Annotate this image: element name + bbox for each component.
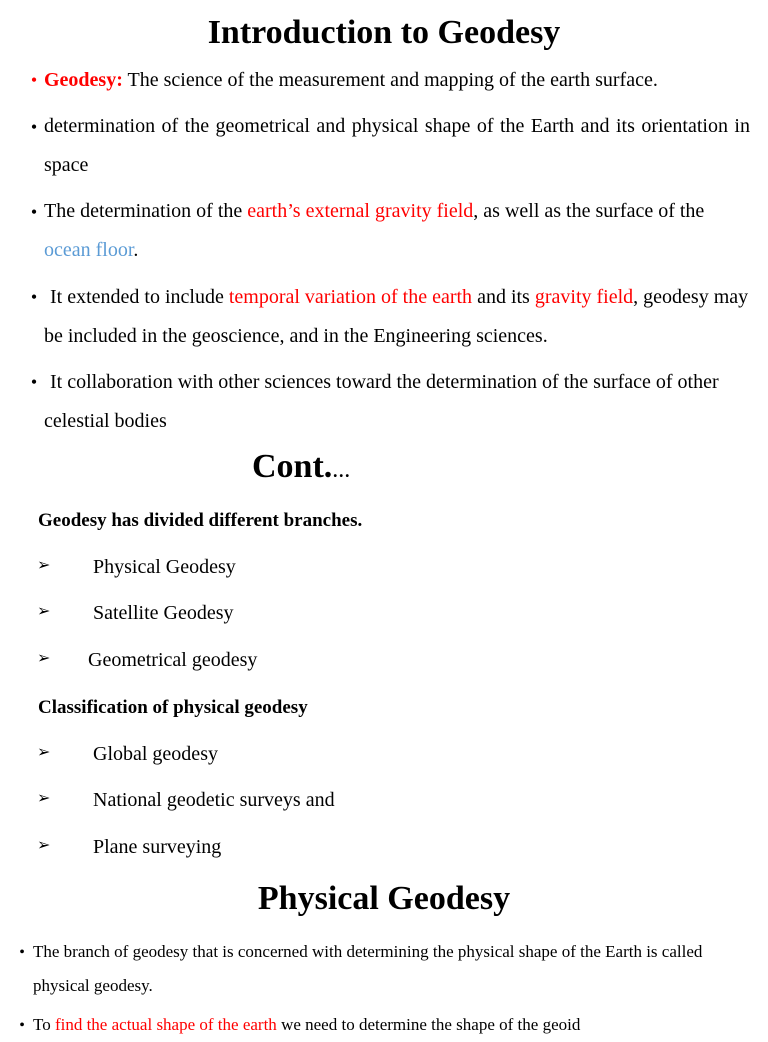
cont-label: Cont. bbox=[252, 448, 333, 485]
highlight-gravity-field: gravity field bbox=[534, 286, 634, 308]
section-title-physical-geodesy: Physical Geodesy bbox=[257, 880, 511, 917]
classification-item: Plane surveying bbox=[93, 836, 222, 858]
bullet-actual-shape bbox=[33, 1008, 733, 1042]
bullet-marker: • bbox=[30, 70, 38, 90]
classification-item: National geodetic surveys and bbox=[93, 789, 335, 811]
term-geodesy: Geodesy: bbox=[44, 69, 123, 91]
bullet-shape-determination: determination of the geometrical and physical shape of the Earth and its orientation in space bbox=[44, 115, 750, 176]
highlight-gravity-field: earth’s external gravity field bbox=[247, 200, 474, 222]
bullet-gravity-field bbox=[44, 192, 750, 270]
text-segment: , as well as the surface of the bbox=[473, 200, 705, 222]
text-segment: The determination of the bbox=[44, 200, 248, 222]
branch-item: Satellite Geodesy bbox=[93, 602, 234, 624]
bullet-marker: • bbox=[30, 372, 38, 392]
section-title-introduction: Introduction to Geodesy bbox=[207, 14, 561, 51]
highlight-temporal-variation: temporal variation of the earth bbox=[228, 286, 473, 308]
bullet-marker: • bbox=[30, 117, 38, 137]
highlight-ocean-floor: ocean floor bbox=[44, 239, 134, 261]
bullet-celestial-bodies: It collaboration with other sciences toward the determination of the surface of other celestial bodies bbox=[44, 371, 719, 432]
text-segment: It extended to include bbox=[50, 286, 229, 308]
bullet-geodesy-definition bbox=[44, 61, 750, 100]
bullet-marker: • bbox=[30, 202, 38, 222]
text-segment: , geodesy may be included in the geoscience, and in the Engineering sciences. bbox=[44, 286, 749, 347]
branch-item: Physical Geodesy bbox=[93, 556, 236, 578]
section-title-cont bbox=[252, 447, 350, 490]
arrow-bullet-icon: ➢ bbox=[37, 744, 51, 761]
arrow-bullet-icon: ➢ bbox=[37, 557, 51, 574]
arrow-bullet-icon: ➢ bbox=[37, 650, 51, 667]
classification-item: Global geodesy bbox=[93, 743, 218, 765]
bullet-marker: • bbox=[30, 287, 38, 307]
cont-ellipsis: ... bbox=[332, 457, 351, 483]
arrow-bullet-icon: ➢ bbox=[37, 837, 51, 854]
text-segment: we need to determine the shape of the geoid bbox=[276, 1015, 581, 1034]
arrow-bullet-icon: ➢ bbox=[37, 790, 51, 807]
arrow-bullet-icon: ➢ bbox=[37, 603, 51, 620]
definition-text: The science of the measurement and mapping of the earth surface. bbox=[122, 69, 658, 91]
classification-heading: Classification of physical geodesy bbox=[38, 697, 308, 718]
text-segment: To bbox=[33, 1015, 55, 1034]
bullet-physical-geodesy-definition: The branch of geodesy that is concerned with determining the physical shape of the Earth is called physical geodesy. bbox=[33, 942, 703, 995]
bullet-temporal-variation bbox=[44, 278, 750, 356]
bullet-marker: • bbox=[19, 1017, 25, 1034]
bullet-marker: • bbox=[19, 944, 25, 961]
highlight-actual-shape: find the actual shape of the earth bbox=[54, 1015, 277, 1034]
text-segment: and its bbox=[472, 286, 535, 308]
branches-heading: Geodesy has divided different branches. bbox=[38, 510, 363, 531]
branch-item: Geometrical geodesy bbox=[88, 649, 258, 671]
text-segment: . bbox=[133, 239, 139, 261]
